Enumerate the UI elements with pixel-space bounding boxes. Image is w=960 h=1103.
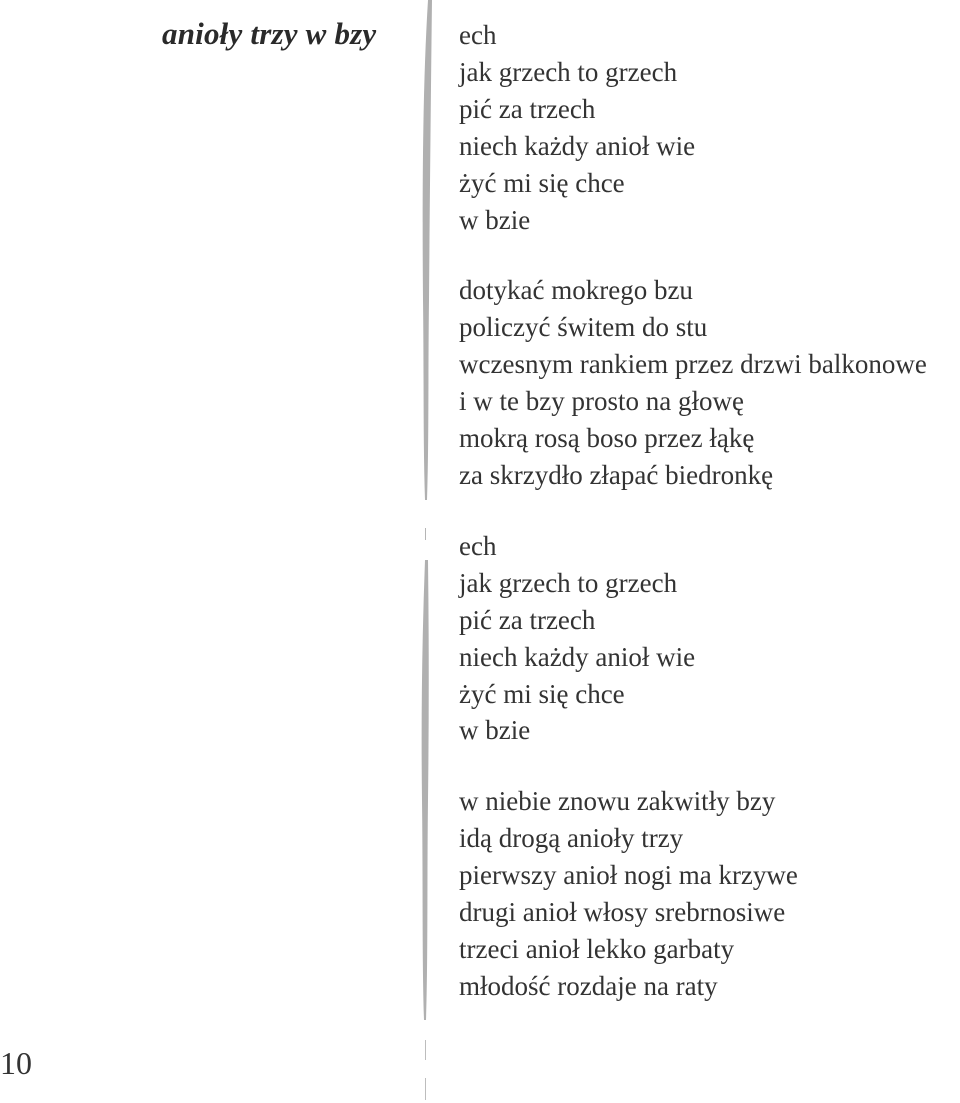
poem-title: anioły trzy w bzy bbox=[162, 16, 377, 51]
page-number: 10 bbox=[0, 1045, 32, 1081]
poem-line: niech każdy anioł wie bbox=[459, 641, 696, 672]
poem-line: dotykać mokrego bzu bbox=[459, 275, 693, 306]
poem-line: żyć mi się chce bbox=[459, 678, 625, 709]
poem-line: w bzie bbox=[459, 715, 531, 746]
poem-line: żyć mi się chce bbox=[459, 167, 625, 198]
stanza-1 bbox=[459, 17, 927, 238]
poem-line: drugi anioł włosy srebrnosiwe bbox=[459, 897, 786, 928]
poem-line: jak grzech to grzech bbox=[459, 56, 678, 87]
poem-line: pierwszy anioł nogi ma krzywe bbox=[459, 860, 798, 891]
stanza-4 bbox=[459, 783, 927, 1004]
poem-line: w bzie bbox=[459, 204, 531, 235]
poem-line: za skrzydło złapać biedronkę bbox=[459, 459, 774, 490]
poem-line: wczesnym rankiem przez drzwi balkonowe bbox=[459, 349, 927, 380]
poem-line: trzeci anioł lekko garbaty bbox=[459, 933, 735, 964]
poem-line: i w te bzy prosto na głowę bbox=[459, 386, 744, 417]
poem-line: pić za trzech bbox=[459, 604, 596, 635]
poem-line: młodość rozdaje na raty bbox=[459, 970, 718, 1001]
poem-body bbox=[459, 17, 927, 1005]
poem-line: pić za trzech bbox=[459, 93, 596, 124]
poem-line: mokrą rosą boso przez łąkę bbox=[459, 423, 755, 454]
poem-line: policzyć świtem do stu bbox=[459, 312, 708, 343]
poem-line: jak grzech to grzech bbox=[459, 567, 678, 598]
poem-line: idą drogą anioły trzy bbox=[459, 823, 684, 854]
poem-line: ech bbox=[459, 20, 497, 50]
poem-line: niech każdy anioł wie bbox=[459, 130, 696, 161]
stanza-2 bbox=[459, 272, 927, 493]
brush-stroke-divider bbox=[414, 0, 444, 1103]
poem-line: w niebie znowu zakwitły bzy bbox=[459, 786, 776, 817]
stanza-3 bbox=[459, 528, 927, 749]
poem-line: ech bbox=[459, 530, 497, 561]
